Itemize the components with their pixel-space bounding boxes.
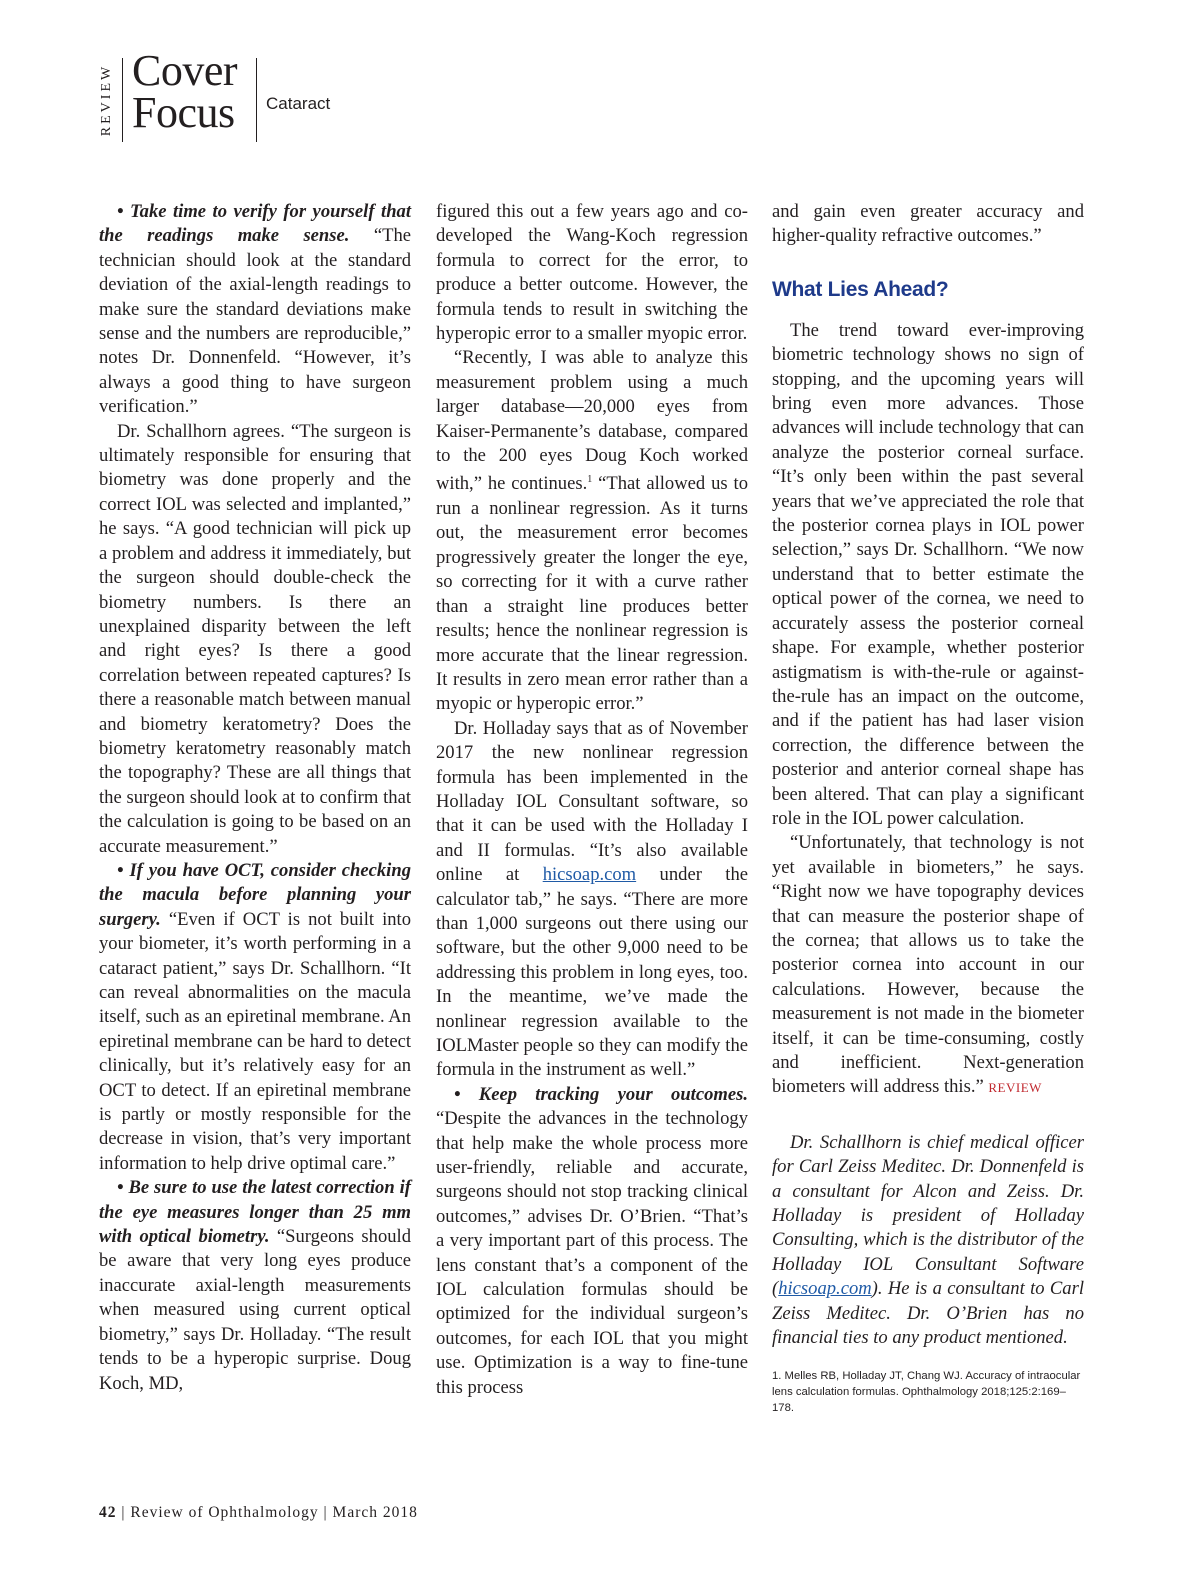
section-title-line2: Focus	[132, 88, 235, 137]
paragraph: • If you have OCT, consider checking the macula before planning your surgery. “Even if OCT is not built into your biometer, it’s worth performing in a cataract patient,” says Dr. Schallhorn. “It can reveal abnormalities on the macula itself, such as an epiretinal membrane. An epiretinal membrane can be hard to detect clinically, but it’s relatively easy for an OCT to detect. If an epiretinal membrane is partly or mostly responsible for the decrease in vision, that’s very important information to help drive optimal care.”	[99, 859, 411, 1174]
section-category: Cataract	[266, 94, 331, 113]
bullet-lead: • Be sure to use the latest correction if the eye measures longer than 25 mm with optical biometry.	[99, 1177, 411, 1248]
reference: 1. Melles RB, Holladay JT, Chang WJ. Accuracy of intraocular lens calculation formulas. Ophthalmology 2018;125:2:169–178.	[772, 1370, 1081, 1415]
paragraph: Dr. Holladay says that as of November 2017 the new nonlinear regression formula has been implemented in the Holladay IOL Consultant software, so that it can be used with the Holladay I and II formulas. “It’s also available online at hicsoap.com under the calculator tab,” he says. “There are more than 1,000 surgeons out there using our software, but the other 9,000 need to be addressing this problem in long eyes, too. In the meantime, we’ve made the nonlinear regression available to the IOLMaster people so they can modify the formula in the instrument as well.”	[436, 717, 748, 1081]
hicsoap-link[interactable]: hicsoap.com	[542, 864, 637, 886]
paragraph: • Be sure to use the latest correction if the eye measures longer than 25 mm with optical biometry. “Surgeons should be aware that very long eyes produce inaccurate axial-length measurements when measured using current optical biometry,” says Dr. Holladay. “The result tends to be a hyperopic surprise. Doug Koch, MD,	[99, 1177, 411, 1394]
publication-name: Review of Ophthalmology	[130, 1504, 319, 1521]
page-number: 42	[99, 1504, 117, 1521]
paragraph: Dr. Schallhorn agrees. “The surgeon is ultimately responsible for ensuring that biometry was done properly and the correct IOL was selected and implanted,” he says. “A good technician will pick up a problem and address it immediately, but the surgeon should double-check the biometry numbers. Is there an unexplained disparity between the left and right eyes? Is there a good correlation between repeated captures? Is there a reasonable match between manual and biometry keratometry? Does the biometry keratometry reasonably match the topography? These are all things that the surgeon should look at to confirm that the calculation is going to be based on an accurate measurement.”	[99, 420, 411, 857]
paragraph: The trend toward ever-improving biometric technology shows no sign of stopping, and the upcoming years will bring even more advances. Those advances will include technology that can analyze the posterior corneal surface. “It’s only been within the past several years that we’ve appreciated the role that the posterior cornea plays in IOL power selection,” says Dr. Schallhorn. “We now understand that to better estimate the optical power of the cornea, we need to accurately assess the posterior corneal shape. For example, whether posterior astigmatism is with-the-rule or against-the-rule has an impact on the outcome, and if the patient has had laser vision correction, the difference between the posterior and anterior corneal shape has been altered. That can play a significant role in the IOL power calculation.	[772, 319, 1084, 829]
magazine-vertical-label: REVIEW	[99, 63, 114, 137]
bullet-lead: • Keep tracking your outcomes.	[454, 1083, 748, 1105]
end-mark: REVIEW	[988, 1080, 1042, 1096]
bullet-lead: • Take time to verify for yourself that the readings make sense.	[99, 201, 411, 247]
article-column-1	[99, 200, 411, 1396]
section-title	[132, 46, 238, 137]
paragraph: • Take time to verify for yourself that the readings make sense. “The technician should look at the standard deviation of the axial-length readings to make sure the standard deviations make sense and the numbers are reproducible,” notes Dr. Donnenfeld. “However, it’s always a good thing to have surgeon verification.”	[99, 201, 412, 418]
hicsoap-link[interactable]: hicsoap.com	[778, 1278, 872, 1300]
paragraph: “Recently, I was able to analyze this measurement problem using a much larger database—20,000 eyes from Kaiser-Permanente’s database, compared to the 200 eyes Doug Koch worked with,” he continues.$^1$ “That allowed us to run a nonlinear regression. As it turns out, the measurement error becomes progressively greater the longer the eye, so correcting for it with a curve rather than a straight line produces better results; hence the nonlinear regression is more accurate that the linear regression. It results in zero mean error rather than a myopic or hyperopic error.”	[436, 347, 748, 715]
paragraph: and gain even greater accuracy and higher-quality refractive outcomes.”	[772, 201, 1084, 247]
page-footer: 42 | Review of Ophthalmology | March 2018	[99, 1504, 418, 1521]
author-disclosure: Dr. Schallhorn is chief medical officer for Carl Zeiss Meditec. Dr. Donnenfeld is a consultant for Alcon and Zeiss. Dr. Holladay is president of Holladay Consulting, which is the distributor of the Holladay IOL Consultant Software (hicsoap.com). He is a consultant to Carl Zeiss Meditec. Dr. O’Brien has no financial ties to any product mentioned.	[772, 1131, 1084, 1349]
header-divider	[122, 58, 123, 142]
section-title-line1: Cover	[132, 46, 238, 95]
issue-date: March 2018	[332, 1504, 418, 1521]
subheading: What Lies Ahead?	[772, 277, 949, 301]
footnote-marker: 1	[587, 474, 593, 486]
bullet-lead: • If you have OCT, consider checking the macula before planning your surgery.	[99, 859, 411, 930]
header-divider	[256, 58, 257, 142]
paragraph: “Unfortunately, that technology is not yet available in biometers,” he says. “Right now we have topography devices that can measure the posterior shape of the cornea; that allows us to take the posterior cornea into account in our calculations. However, because the measurement is not made in the biometer itself, it can be time-consuming, costly and inefficient. Next-generation biometers will address this.” REVIEW	[772, 832, 1084, 1098]
article-column-2	[436, 200, 748, 1400]
paragraph: • Keep tracking your outcomes. “Despite the advances in the technology that help make the whole process more user-friendly, reliable and accurate, surgeons should not stop tracking clinical outcomes,” advises Dr. O’Brien. “That’s a very important part of this process. The lens constant that’s a component of the IOL calculation formulas should be optimized for the individual surgeon’s outcomes, for each IOL that you might use. Optimization is a way to fine-tune this process	[436, 1083, 748, 1398]
article-column-3	[772, 200, 1084, 1416]
paragraph: figured this out a few years ago and co-developed the Wang-Koch regression formula to correct for the error, to produce a better outcome. However, the formula tends to result in switching the hyperopic error to a smaller myopic error.	[436, 201, 748, 345]
